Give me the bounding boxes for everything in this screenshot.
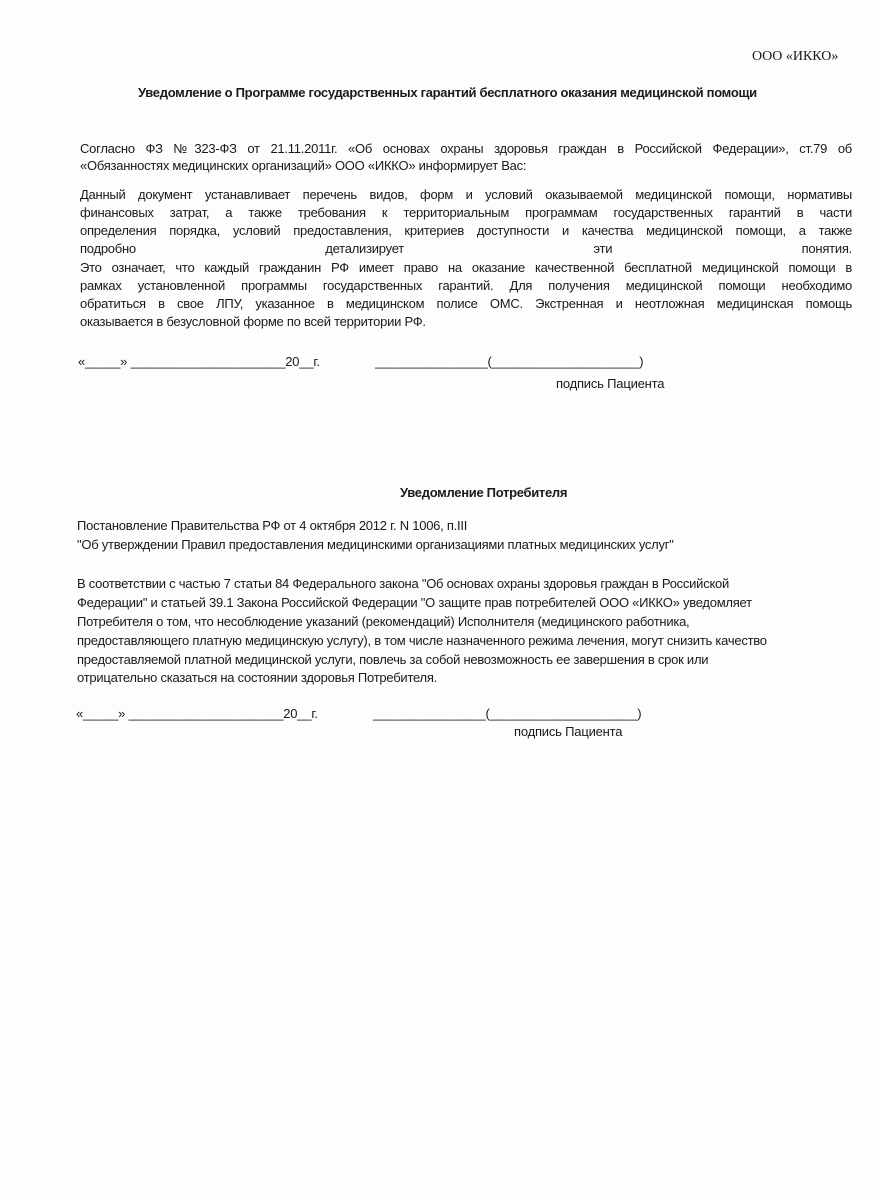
decree-line: "Об утверждении Правил предоставления медицинскими организациями платных медицинских услуг": [77, 537, 674, 552]
organization-name: ООО «ИККО»: [752, 49, 839, 64]
body-line: отрицательно сказаться на состоянии здоровья Потребителя.: [77, 670, 438, 685]
body-line: Данный документ устанавливает перечень видов, форм и условий оказываемой медицинской помощи, нормативы: [80, 187, 852, 202]
signature-field: ________________(_____________________): [373, 706, 642, 721]
body-line: определения порядка, условий предоставления, критериев доступности и качества медицинской помощи, а также: [80, 223, 852, 238]
body-line: В соответствии с частью 7 статьи 84 Федерального закона "Об основах охраны здоровья граждан в Российской: [77, 576, 730, 591]
section1-title: Уведомление о Программе государственных гарантий бесплатного оказания медицинской помощи: [138, 85, 757, 100]
body-line: Потребителя о том, что несоблюдение указаний (рекомендаций) Исполнителя (медицинского работника,: [77, 614, 690, 629]
body-line: финансовых затрат, а также требования к территориальным программам государственных гарантий в части: [80, 205, 852, 220]
intro-line: Согласно ФЗ №323-ФЗ от 21.11.2011г. «Об основах охраны здоровья граждан в Российской Федерации», ст.79 об: [80, 141, 852, 156]
signature-label: подпись Пациента: [514, 724, 623, 739]
body-line: подробно детализирует эти понятия.: [80, 241, 852, 256]
section2-title: Уведомление Потребителя: [400, 485, 568, 500]
signature-label: подпись Пациента: [556, 376, 665, 391]
date-field: «_____» ______________________20__г.: [78, 354, 320, 369]
body-line: обратиться в свое ЛПУ, указанное в медицинском полисе ОМС. Экстренная и неотложная медицинская помощь: [80, 296, 852, 311]
body-line: предоставляемой платной медицинской услуги, повлечь за собой невозможность ее завершения в срок или: [77, 652, 709, 667]
body-line: рамках установленной программы государственных гарантий. Для получения медицинской помощи необходимо: [80, 278, 852, 293]
body-line: оказывается в безусловной форме по всей территории РФ.: [80, 314, 426, 329]
decree-line: Постановление Правительства РФ от 4 октября 2012 г. N 1006, п.III: [77, 518, 468, 533]
date-field: «_____» ______________________20__г.: [76, 706, 318, 721]
intro-line: «Обязанностях медицинских организаций» ООО «ИККО» информирует Вас:: [80, 158, 527, 173]
signature-field: ________________(_____________________): [375, 354, 644, 369]
body-line: предоставляющего платную медицинскую услугу), в том числе назначенного режима лечения, могут снизить качество: [77, 633, 767, 648]
body-line: Это означает, что каждый гражданин РФ имеет право на оказание качественной бесплатной медицинской помощи в: [80, 260, 852, 275]
body-line: Федерации" и статьей 39.1 Закона Российской Федерации "О защите прав потребителей ООО «ИККО» уведомляет: [77, 595, 752, 610]
